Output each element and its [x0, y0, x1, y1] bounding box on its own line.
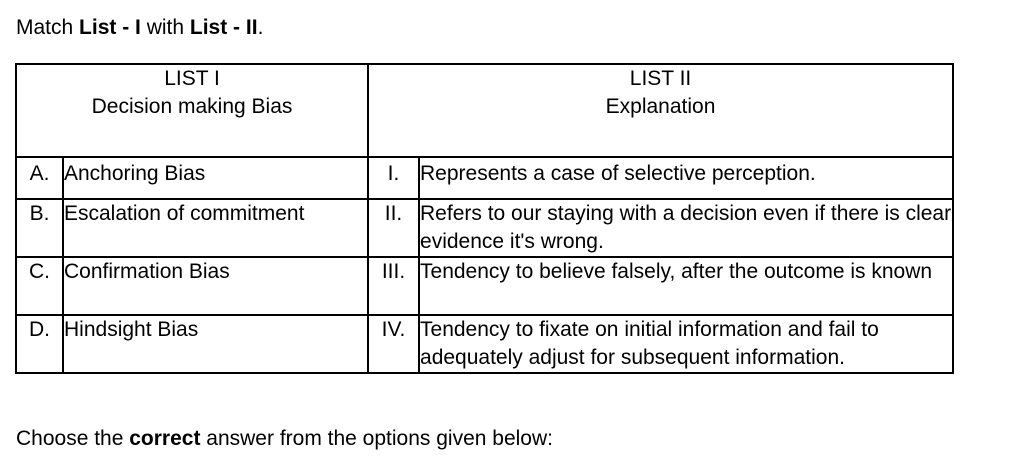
table-header-row	[16, 64, 953, 157]
table-row	[16, 257, 953, 315]
row-explanation: Tendency to believe falsely, after the outcome is known	[419, 257, 953, 315]
row-item: Anchoring Bias	[63, 157, 368, 199]
table-row	[16, 157, 953, 199]
row-item: Hindsight Bias	[63, 315, 368, 373]
table-row	[16, 315, 953, 373]
question-middle: with	[140, 16, 190, 39]
row-roman: II.	[368, 199, 419, 257]
row-item: Confirmation Bias	[63, 257, 368, 315]
list2-title: LIST II	[629, 67, 692, 90]
list1-ref: List - I	[79, 16, 141, 39]
row-explanation: Represents a case of selective perception.	[419, 157, 953, 199]
row-roman: III.	[368, 257, 419, 315]
list2-subtitle: Explanation	[605, 95, 716, 118]
row-roman: I.	[368, 157, 419, 199]
instruction-suffix: answer from the options given below:	[200, 427, 553, 450]
list1-subtitle: Decision making Bias	[91, 95, 293, 118]
row-letter: D.	[16, 315, 63, 373]
instruction-text	[16, 425, 553, 453]
question-text	[16, 14, 263, 42]
list2-ref: List - II	[189, 16, 258, 39]
row-roman: IV.	[368, 315, 419, 373]
instruction-prefix: Choose the	[16, 427, 130, 450]
match-table	[15, 63, 954, 374]
row-letter: C.	[16, 257, 63, 315]
list1-title: LIST I	[164, 67, 220, 90]
table-row	[16, 199, 953, 257]
row-explanation: Tendency to fixate on initial information and fail to adequately adjust for subsequent information.	[419, 315, 953, 373]
row-explanation: Refers to our staying with a decision even if there is clear evidence it's wrong.	[419, 199, 953, 257]
question-prefix: Match	[16, 16, 80, 39]
list2-header	[368, 64, 953, 157]
list1-header	[16, 64, 368, 157]
row-item: Escalation of commitment	[63, 199, 368, 257]
instruction-bold: correct	[129, 427, 201, 450]
question-suffix: .	[257, 16, 264, 39]
row-letter: B.	[16, 199, 63, 257]
row-letter: A.	[16, 157, 63, 199]
